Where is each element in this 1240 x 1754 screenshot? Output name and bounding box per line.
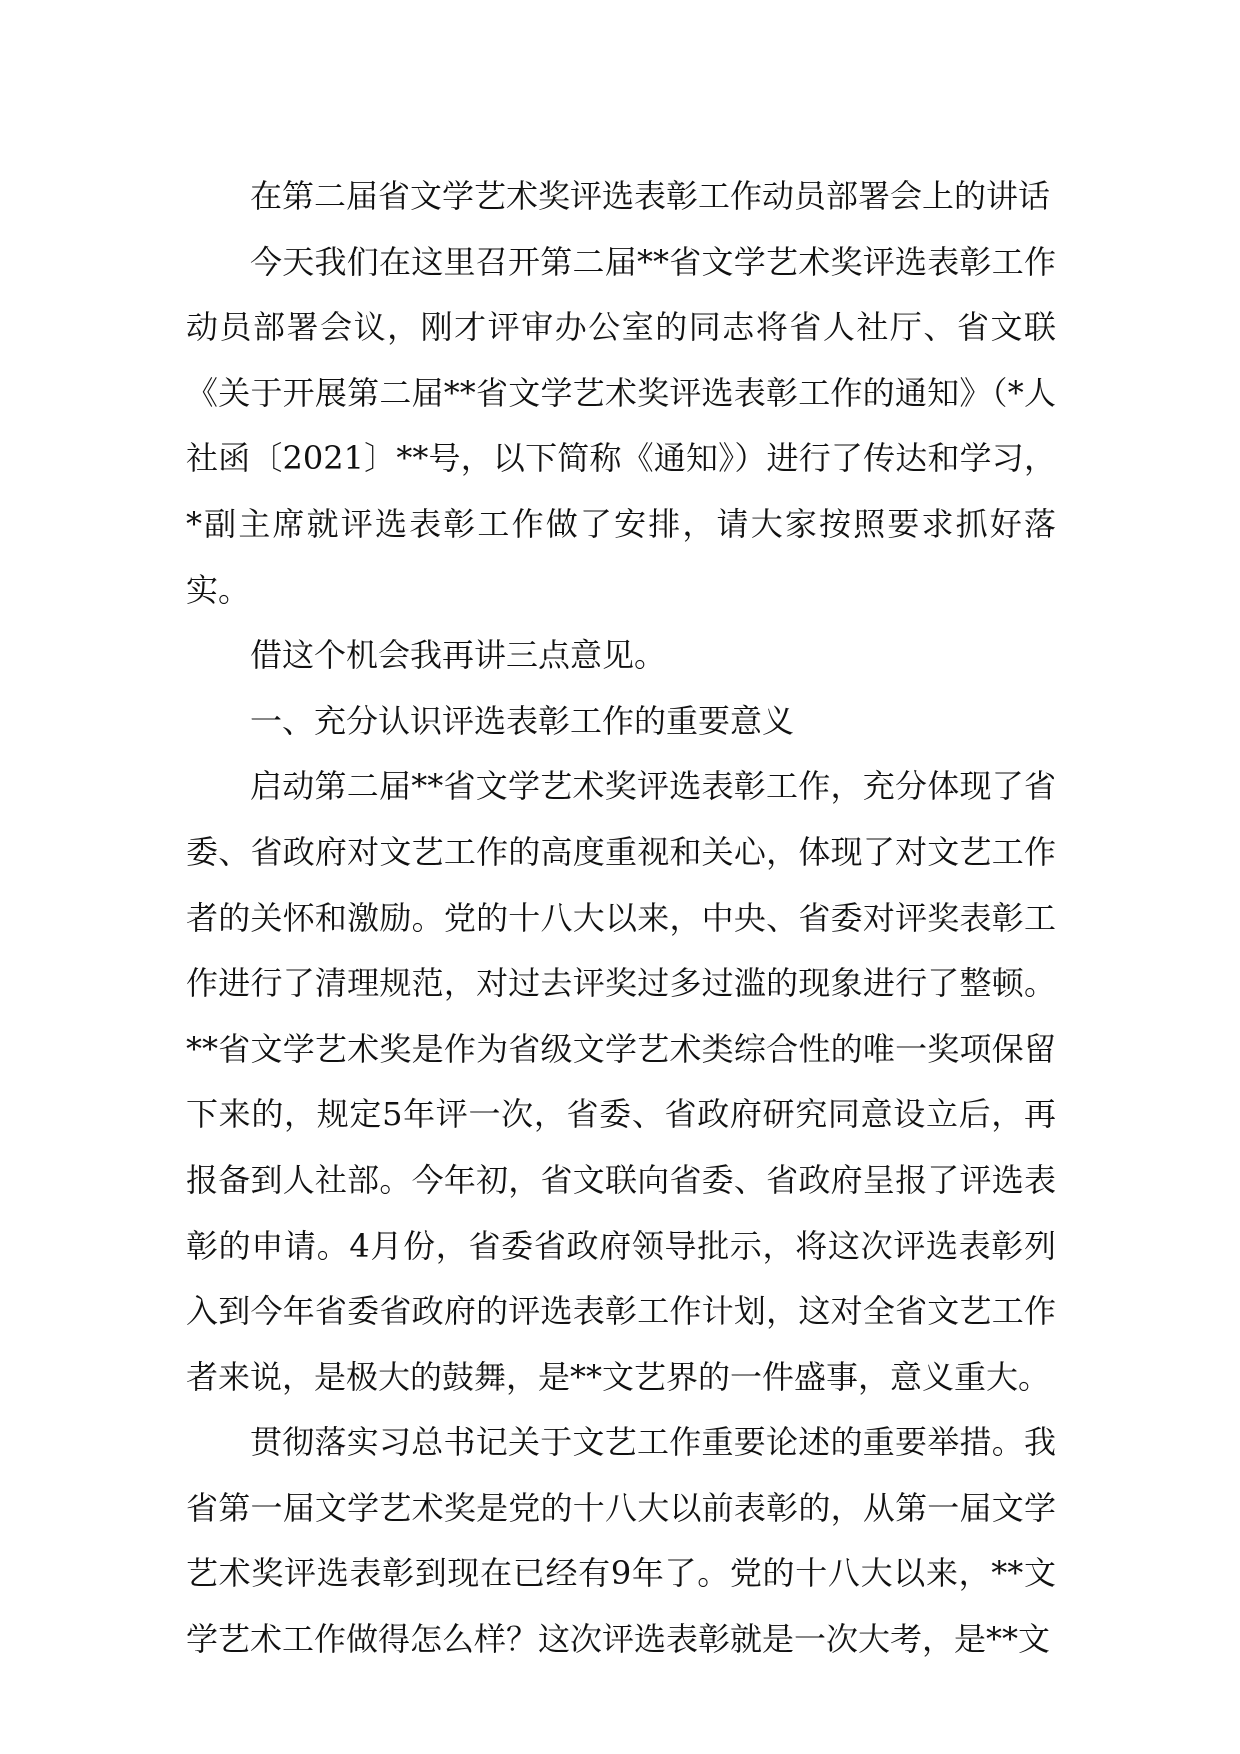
document-title: 在第二届省文学艺术奖评选表彰工作动员部署会上的讲话	[250, 177, 1051, 215]
document-body	[186, 164, 1056, 1673]
section-paragraph: 启动第二届**省文学艺术奖评选表彰工作，充分体现了省委、省政府对文艺工作的高度重视和关心，体现了对文艺工作者的关怀和激励。党的十八大以来，中央、省委对评奖表彰工作进行了清理规范，对过去评奖过多过滥的现象进行了整顿。**省文学艺术奖是作为省级文学艺术类综合性的唯一奖项保留下来的，规定5年评一次，省委、省政府研究同意设立后，再报备到人社部。今年初，省文联向省委、省政府呈报了评选表彰的申请。4月份，省委省政府领导批示，将这次评选表彰列入到今年省委省政府的评选表彰工作计划，这对全省文艺工作者来说，是极大的鼓舞，是**文艺界的一件盛事，意义重大。	[186, 767, 1056, 1396]
section-heading: 一、充分认识评选表彰工作的重要意义	[250, 701, 795, 740]
opening-paragraph: 借这个机会我再讲三点意见。	[250, 636, 667, 675]
intro-paragraph: 今天我们在这里召开第二届**省文学艺术奖评选表彰工作动员部署会议，刚才评审办公室的同志将省人社厅、省文联《关于开展第二届**省文学艺术奖评选表彰工作的通知》（*人社函〔2021〕**号，以下简称《通知》）进行了传达和学习，*副主席就评选表彰工作做了安排，请大家按照要求抓好落实。	[186, 242, 1056, 609]
section-paragraph: 贯彻落实习总书记关于文艺工作重要论述的重要举措。我省第一届文学艺术奖是党的十八大以前表彰的，从第一届文学艺术奖评选表彰到现在已经有9年了。党的十八大以来，**文学艺术工作做得怎么样？这次评选表彰就是一次大考，是**文	[186, 1423, 1056, 1659]
